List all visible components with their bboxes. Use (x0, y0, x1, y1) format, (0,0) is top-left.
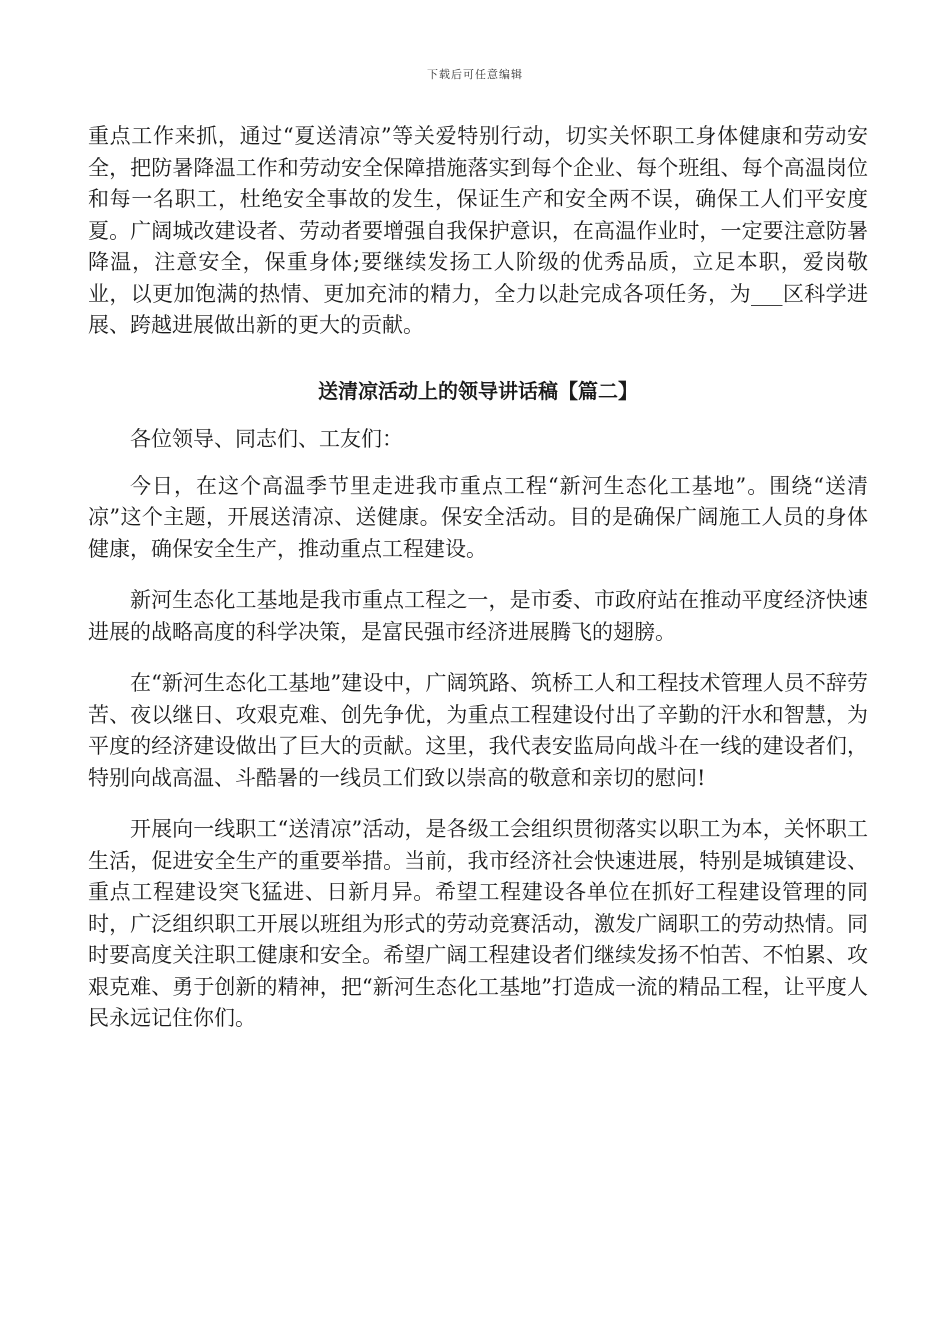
greeting: 各位领导、同志们、工友们： (130, 427, 403, 451)
continuation-paragraph: 重点工作来抓，通过“夏送清凉”等关爱特别行动，切实关怀职工身体健康和劳动安全，把防暑降温工作和劳动安全保障措施落实到每个企业、每个班组、每个高温岗位和每一名职工，杜绝安全事故的发生，保证生产和安全两不误，确保工人们平安度夏。广阔城改建设者、劳动者要增强自我保护意识，在高温作业时，一定要注意防暑降温，注意安全，保重身体;要继续发扬工人阶级的优秀品质，立足本职，爱岗敬业，以更加饱满的热情、更加充沛的精力，全力以赴完成各项任务，为___区科学进展、跨越进展做出新的更大的贡献。 (88, 124, 868, 337)
body-paragraph: 新河生态化工基地是我市重点工程之一，是市委、市政府站在推动平度经济快速进展的战略高度的科学决策，是富民强市经济进展腾飞的翅膀。 (88, 588, 868, 644)
body-paragraph: 今日，在这个高温季节里走进我市重点工程“新河生态化工基地”。围绕“送清凉”这个主题，开展送清凉、送健康。保安全活动。目的是确保广阔施工人员的身体健康，确保安全生产，推动重点工程建设。 (88, 473, 868, 561)
spacer (88, 648, 868, 668)
document-body (88, 121, 868, 1035)
spacer (88, 407, 868, 424)
section-title: 送清凉活动上的领导讲话稿【篇二】 (318, 378, 638, 403)
header-note: 下载后可任意编辑 (427, 68, 523, 81)
spacer (88, 342, 868, 376)
body-paragraph: 开展向一线职工“送清凉”活动，是各级工会组织贯彻落实以职工为本，关怀职工生活，促进安全生产的重要举措。当前，我市经济社会快速进展，特别是城镇建设、重点工程建设突飞猛进、日新月异。希望工程建设各单位在抓好工程建设管理的同时，广泛组织职工开展以班组为形式的劳动竞赛活动，激发广阔职工的劳动热情。同时要高度关注职工健康和安全。希望广阔工程建设者们继续发扬不怕苦、不怕累、攻艰克难、勇于创新的精神，把“新河生态化工基地”打造成一流的精品工程，让平度人民永远记住你们。 (88, 817, 868, 1030)
spacer (88, 565, 868, 585)
spacer (88, 794, 868, 814)
body-paragraph: 在“新河生态化工基地”建设中，广阔筑路、筑桥工人和工程技术管理人员不辞劳苦、夜以继日、攻艰克难、创先争优，为重点工程建设付出了辛勤的汗水和智慧，为平度的经济建设做出了巨大的贡献。这里，我代表安监局向战斗在一线的建设者们，特别向战高温、斗酷暑的一线员工们致以崇高的敬意和亲切的慰问! (88, 671, 868, 790)
spacer (88, 456, 868, 471)
